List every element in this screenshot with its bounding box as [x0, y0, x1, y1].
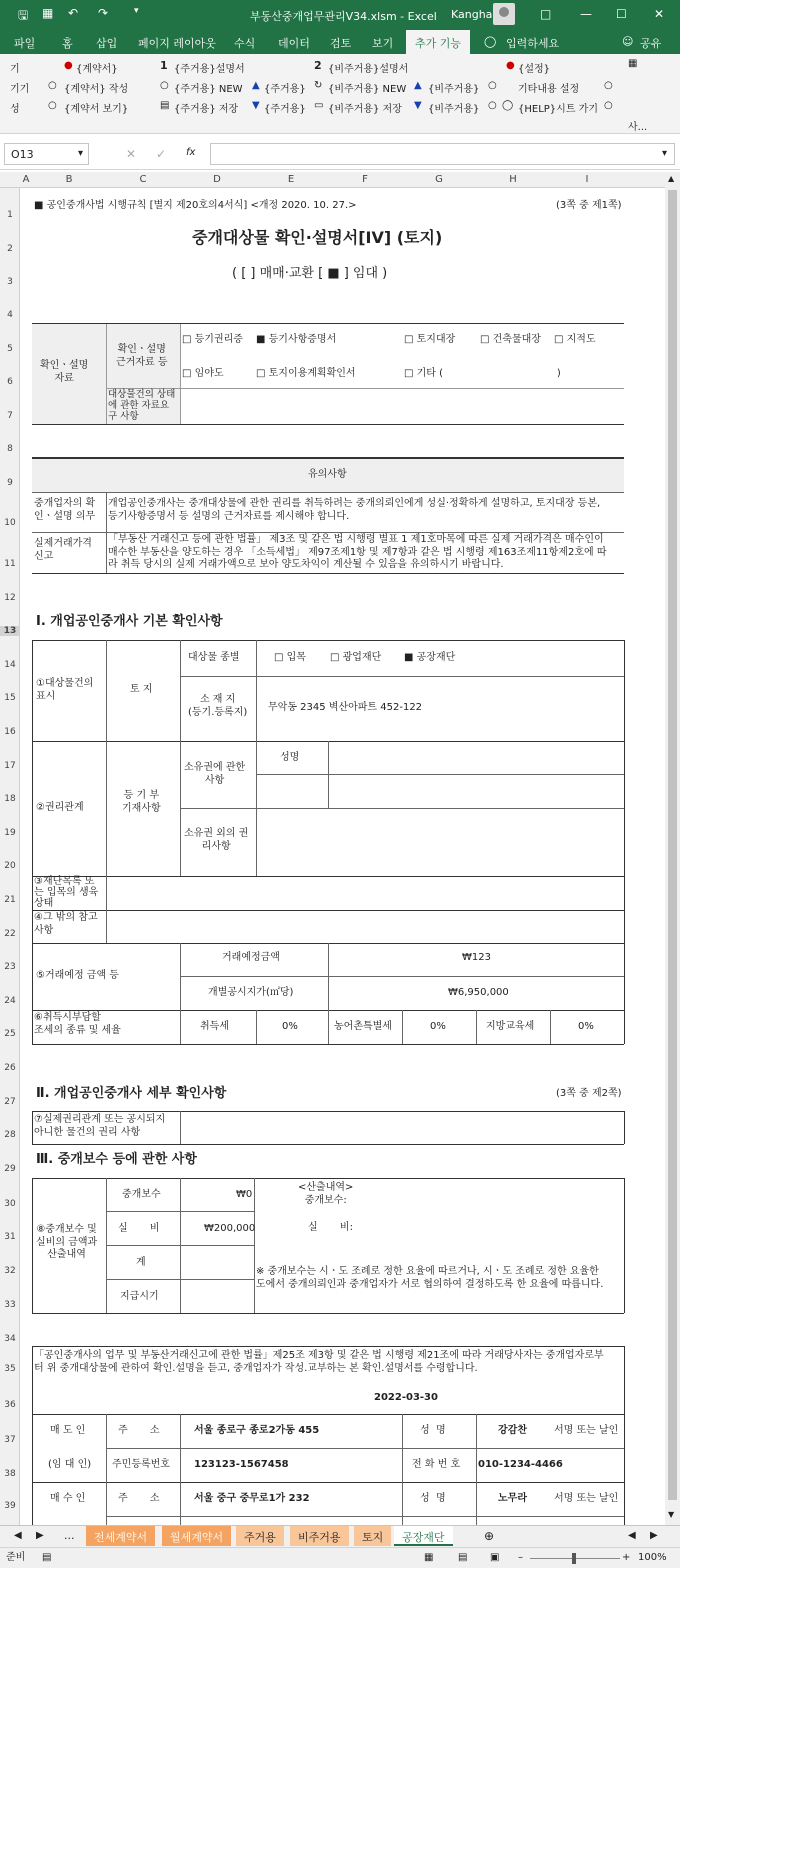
fee-value[interactable]: ₩0: [236, 1189, 253, 1200]
row-header[interactable]: 1: [7, 210, 13, 220]
seller-sign: 서명 또는 날인: [554, 1425, 619, 1436]
tax1-value[interactable]: 0%: [282, 1021, 298, 1032]
report-label: 실제거래가격 신고: [34, 538, 92, 562]
copy-icon[interactable]: ▭: [314, 100, 324, 111]
tax3-label: 지방교육세: [486, 1021, 535, 1032]
price-label: 거래예정금액: [222, 952, 280, 963]
fee-label: 중개보수: [122, 1189, 161, 1200]
ribbon-item[interactable]: 기기: [10, 84, 30, 95]
item7-label: ⑦실제권리관계 또는 공시되지 아니한 물건의 권리 사항: [34, 1114, 166, 1138]
row-header[interactable]: 28: [4, 1130, 16, 1140]
checkbox-factory-foundation[interactable]: ■ 공장재단: [404, 652, 456, 663]
row-header[interactable]: 8: [7, 444, 13, 454]
section-2-title: Ⅱ. 개업공인중개사 세부 확인사항: [36, 1086, 227, 1101]
window-title: 부동산중개업무관리V34.xlsm - Excel: [250, 10, 437, 23]
buyer-name[interactable]: 노무라: [498, 1493, 527, 1504]
page-break-view-icon[interactable]: ▣: [490, 1552, 500, 1563]
tab-data[interactable]: 데이터: [278, 37, 310, 50]
notice-title: 유의사항: [308, 469, 347, 480]
seller-rrn-label: 주민등록번호: [112, 1459, 170, 1470]
help-sheet-button[interactable]: {HELP}시트 가기: [518, 104, 598, 115]
page-indicator-2: (3쪽 중 제2쪽): [556, 1088, 622, 1099]
radio-icon[interactable]: ○: [488, 100, 497, 111]
checkbox-other[interactable]: □ 기타 (: [404, 368, 444, 379]
tell-me-input[interactable]: 입력하세요: [506, 37, 560, 50]
row-headers: [0, 188, 20, 1525]
group-number-2: 2: [314, 59, 322, 72]
zoom-in-icon[interactable]: +: [622, 1552, 631, 1563]
ribbon-group-more[interactable]: 사...: [628, 122, 648, 133]
sum-label: 계: [136, 1257, 146, 1268]
row-header[interactable]: 34: [4, 1334, 16, 1344]
print-preview-icon[interactable]: ▦: [42, 6, 54, 20]
item8-label: ⑧중개보수 및 실비의 금액과 산출내역: [36, 1224, 98, 1260]
group-number-1: 1: [160, 59, 168, 72]
state-label: 대상물건의 상태에 관한 자료요구 사항: [108, 389, 176, 422]
contract-icon: ●: [64, 60, 73, 71]
column-header[interactable]: D: [213, 174, 221, 185]
lightbulb-icon: ◯: [484, 35, 497, 48]
other-close-paren: ): [506, 368, 561, 379]
source-label: 확인ㆍ설명 근거자료 등: [116, 344, 168, 368]
column-header[interactable]: F: [362, 174, 368, 185]
tab-add-ins[interactable]: 추가 기능: [406, 30, 470, 54]
buyer-sign: 서명 또는 날인: [554, 1493, 619, 1504]
status-ready: 준비: [6, 1552, 26, 1563]
row-header[interactable]: 22: [4, 929, 16, 939]
tab-view[interactable]: 보기: [372, 37, 394, 50]
nonresidential-new-button[interactable]: {비주거용} NEW: [328, 84, 407, 95]
fee-note: ※ 중개보수는 시ㆍ도 조례로 정한 요율에 따르거나, 시ㆍ도 조례로 정한 요율한 도에서 중개의뢰인과 중개업자가 서로 협의하여 결정하도록 한 요율에 따릅니다.: [256, 1266, 604, 1290]
share-icon[interactable]: ☺: [622, 35, 634, 48]
kind-label: 대상물 종별: [188, 652, 240, 663]
tab-insert[interactable]: 삽입: [96, 37, 118, 50]
page-title: 중개대상물 확인·설명서[IV] (토지): [192, 228, 443, 247]
share-button[interactable]: 공유: [640, 37, 662, 50]
row-header[interactable]: 32: [4, 1266, 16, 1276]
row-header[interactable]: 33: [4, 1300, 16, 1310]
document-date[interactable]: 2022-03-30: [374, 1392, 438, 1403]
enter-icon[interactable]: ✓: [156, 147, 167, 161]
item2-label: ②권리관계: [36, 802, 84, 813]
page-indicator: (3쪽 중 제1쪽): [556, 200, 622, 211]
avatar[interactable]: [493, 3, 515, 25]
column-header[interactable]: A: [22, 174, 30, 185]
tab-formulas[interactable]: 수식: [234, 37, 256, 50]
grid-icon[interactable]: ▦: [628, 58, 638, 69]
lessor-label: (임 대 인): [48, 1459, 92, 1470]
row-header[interactable]: 27: [4, 1097, 16, 1107]
buyer-label: 매 수 인: [50, 1493, 86, 1504]
chevron-down-icon[interactable]: ▾: [662, 148, 668, 159]
tab-home[interactable]: 홈: [62, 37, 73, 50]
row-header[interactable]: 16: [4, 727, 16, 737]
ownership-label: 소유권에 관한 사항: [184, 762, 246, 786]
zoom-level[interactable]: 100%: [638, 1552, 667, 1563]
hscroll-right-icon[interactable]: ▶: [650, 1530, 658, 1541]
save-icon[interactable]: 🖫: [18, 8, 29, 22]
column-header[interactable]: I: [585, 174, 589, 185]
checkbox-cadastral-map[interactable]: □ 지적도: [554, 334, 596, 345]
owner-name-label: 성명: [280, 752, 300, 763]
item4-label: ④그 밖의 참고 사항: [34, 912, 98, 936]
title-bar: [0, 0, 680, 30]
buyer-name-label: 성 명: [420, 1493, 446, 1504]
row-header[interactable]: 2: [7, 244, 13, 254]
up-arrow-icon[interactable]: ▲: [414, 80, 422, 91]
seller-name[interactable]: 강감찬: [498, 1425, 527, 1436]
customize-qat-icon[interactable]: ▾: [134, 6, 139, 16]
column-headers: [0, 172, 680, 188]
name-box[interactable]: O13: [4, 143, 89, 165]
sheet-tab-jeonse[interactable]: 전세계약서: [86, 1526, 155, 1546]
row-header[interactable]: 30: [4, 1199, 16, 1209]
formula-input[interactable]: [210, 143, 675, 165]
tab-scroll-left-icon[interactable]: ◀: [14, 1530, 22, 1541]
nonresidential-save-button[interactable]: {비주거용} 저장: [328, 104, 402, 115]
ribbon: [0, 54, 680, 134]
row-header[interactable]: 9: [7, 478, 13, 488]
calculation-expense: 실 비:: [308, 1222, 353, 1233]
row-header[interactable]: 17: [4, 761, 16, 771]
nonresidential-group-label: {비주거용}설명서: [328, 64, 409, 75]
official-price-label: 개별공시지가(㎡당): [208, 987, 294, 998]
settings-icon: ●: [506, 60, 515, 71]
report-text: 「부동산 거래신고 등에 관한 법률」 제3조 및 같은 법 시행령 별표 1 제1호마목에 따른 실제 거래가격은 매수인이 매수한 부동산을 양도하는 경우 「소득세법」 제97조제1항 및 제7항과 같은 법 시행령 제163조제11항제2호에 따 라 취득 당시의 실제 거래가액으로 보아 양도차익이 계산될 수 있음을 유의하시기 바랍니다.: [108, 534, 607, 570]
payment-time-label: 지급시기: [120, 1291, 159, 1302]
undo-icon[interactable]: ↶: [68, 6, 79, 20]
vertical-scrollbar[interactable]: [665, 172, 680, 1525]
tab-review[interactable]: 검토: [330, 37, 352, 50]
checkbox-title-deed[interactable]: □ 등기권리증: [182, 334, 243, 345]
row-header[interactable]: 36: [4, 1400, 16, 1410]
tab-page-layout[interactable]: 페이지 레이아웃: [138, 37, 216, 50]
law-reference: ■ 공인중개사법 시행규칙 [별지 제20호의4서식] <개정 2020. 10. 27.>: [34, 200, 357, 211]
refresh-icon[interactable]: ↻: [314, 80, 323, 91]
sheet-tab-bar: [0, 1525, 680, 1547]
redo-icon[interactable]: ↷: [98, 6, 109, 20]
expense-value[interactable]: ₩200,000: [204, 1223, 256, 1234]
status-bar: [0, 1547, 680, 1568]
column-header[interactable]: G: [435, 174, 443, 185]
row-header[interactable]: 6: [7, 377, 13, 387]
scroll-down-icon[interactable]: ▼: [668, 1510, 675, 1519]
buyer-address[interactable]: 서울 중구 중무로1가 232: [194, 1493, 310, 1504]
residential-down-button[interactable]: {주거용}: [264, 104, 306, 115]
seller-rrn[interactable]: 123123-1567458: [194, 1459, 289, 1470]
row-header[interactable]: 3: [7, 277, 13, 287]
row-header[interactable]: 35: [4, 1364, 16, 1374]
worksheet[interactable]: [20, 188, 665, 1525]
row-header[interactable]: 10: [4, 518, 16, 528]
save-icon[interactable]: ▤: [160, 100, 170, 111]
ribbon-display-icon[interactable]: □: [540, 7, 552, 21]
zoom-out-icon[interactable]: –: [518, 1552, 523, 1563]
row-header[interactable]: 15: [4, 693, 16, 703]
radio-icon[interactable]: ○: [488, 80, 497, 91]
row-header[interactable]: 14: [4, 660, 16, 670]
comment-icon: ◯: [502, 100, 514, 111]
seller-tel[interactable]: 010-1234-4466: [478, 1459, 563, 1470]
official-price-value[interactable]: ₩6,950,000: [448, 987, 509, 998]
close-icon[interactable]: ✕: [654, 7, 665, 21]
tax2-value[interactable]: 0%: [430, 1021, 446, 1032]
formula-bar: [0, 140, 680, 170]
contract-group-label: {계약서}: [76, 64, 118, 75]
duty-text: 개업공인중개사는 중개대상물에 관한 권리를 취득하려는 중개의뢰인에게 성실·정확하게 설명하고, 토지대장 등본, 등기사항증명서 등 설명의 근거자료를 제시해야 합니다.: [108, 498, 601, 522]
scroll-thumb[interactable]: [668, 190, 677, 1500]
other-rights-label: 소유권 외의 권 리사항: [184, 828, 249, 852]
seller-address-label: 주 소: [118, 1425, 160, 1436]
item1-label: ①대상물건의 표시: [36, 678, 94, 702]
radio-icon[interactable]: ○: [48, 100, 57, 111]
row-header[interactable]: 26: [4, 1063, 16, 1073]
user-name[interactable]: Kangha: [451, 8, 493, 21]
checkbox-land-register[interactable]: □ 토지대장: [404, 334, 456, 345]
add-sheet-icon[interactable]: ⊕: [484, 1529, 495, 1543]
tax2-label: 농어촌특별세: [334, 1021, 392, 1032]
checkbox-mining-foundation[interactable]: □ 광업재단: [330, 652, 382, 663]
row-header[interactable]: 29: [4, 1164, 16, 1174]
row-header[interactable]: 31: [4, 1232, 16, 1242]
row-header[interactable]: 18: [4, 794, 16, 804]
nonresidential-up-button[interactable]: {비주거용}: [428, 84, 480, 95]
column-header[interactable]: B: [65, 174, 73, 185]
row-header[interactable]: 4: [7, 310, 13, 320]
row-header[interactable]: 21: [4, 895, 16, 905]
sheet-tab-wolse[interactable]: 월세계약서: [162, 1526, 231, 1546]
confirm-label: 확인ㆍ설명 자료: [40, 360, 89, 384]
row-header[interactable]: 12: [4, 593, 16, 603]
view-contract-button[interactable]: {계약서 보기}: [64, 104, 129, 115]
radio-icon[interactable]: ○: [604, 100, 613, 111]
radio-icon[interactable]: ○: [160, 80, 169, 91]
sheet-tab-factory[interactable]: 공장재단: [394, 1526, 453, 1546]
insert-function-icon[interactable]: fx: [186, 147, 196, 158]
item5-label: ⑤거래예정 금액 등: [36, 970, 119, 981]
item6-label: ⑥취득시부담할 조세의 종류 및 세율: [34, 1012, 121, 1036]
seller-name-label: 성 명: [420, 1425, 446, 1436]
section-3-title: Ⅲ. 중개보수 등에 관한 사항: [36, 1152, 197, 1167]
ribbon-item[interactable]: 기: [10, 64, 20, 75]
duty-label: 중개업자의 확인ㆍ설명 의무: [34, 498, 96, 522]
sheet-tab-residential[interactable]: 주거용: [236, 1526, 284, 1546]
address-value[interactable]: 무악동 2345 벽산아파트 452-122: [268, 702, 423, 713]
registry-label: 등 기 부 기재사항: [122, 790, 161, 814]
residential-up-button[interactable]: {주거용}: [264, 84, 306, 95]
zoom-slider-thumb[interactable]: [572, 1553, 576, 1564]
hscroll-left-icon[interactable]: ◀: [628, 1530, 636, 1541]
receipt-statement: 「공인중개사의 업무 및 부동산거래신고에 관한 법률」제25조 제3항 및 같은 법 시행령 제21조에 따라 거래당사자는 중개업자로부 터 위 중개대상물에 관하여 확인.설명을 듣고, 중개업자가 작성.교부하는 본 확인.설명서를 수령합니다.: [34, 1350, 604, 1374]
row-header[interactable]: 20: [4, 861, 16, 871]
row-header[interactable]: 38: [4, 1469, 16, 1479]
land-label: 토 지: [130, 684, 153, 695]
row-header[interactable]: 11: [4, 559, 16, 569]
row-header[interactable]: 25: [4, 1029, 16, 1039]
checkbox-building-register[interactable]: □ 건축물대장: [480, 334, 541, 345]
checkbox-standing-timber[interactable]: □ 입목: [274, 652, 306, 663]
scroll-up-icon[interactable]: ▲: [668, 174, 675, 183]
row-header-selected[interactable]: 13: [0, 626, 20, 636]
other-settings-button[interactable]: 기타내용 설정: [518, 84, 580, 95]
checkbox-registry[interactable]: ■ 등기사항증명서: [256, 334, 337, 345]
minimize-icon[interactable]: —: [580, 7, 592, 21]
up-arrow-icon[interactable]: ▲: [252, 80, 260, 91]
sheet-tab-land[interactable]: 토지: [354, 1526, 391, 1546]
row-header[interactable]: 39: [4, 1501, 16, 1511]
residential-new-button[interactable]: {주거용} NEW: [174, 84, 243, 95]
expense-label: 실 비: [118, 1223, 160, 1234]
radio-icon[interactable]: ○: [48, 80, 57, 91]
write-contract-button[interactable]: {계약서} 작성: [64, 84, 129, 95]
transaction-type: ( [ ] 매매·교환 [ ■ ] 임대 ): [232, 266, 388, 281]
row-header[interactable]: 19: [4, 828, 16, 838]
maximize-icon[interactable]: ☐: [616, 7, 627, 21]
cancel-icon[interactable]: ✕: [126, 147, 137, 161]
checkbox-land-use-plan[interactable]: □ 토지이용계획확인서: [256, 368, 356, 379]
page-layout-view-icon[interactable]: ▤: [458, 1552, 468, 1563]
calculation-detail: <산출내역> 중개보수:: [298, 1182, 354, 1206]
seller-label: 매 도 인: [50, 1425, 86, 1436]
tab-file[interactable]: 파일: [14, 37, 36, 50]
section-1-title: Ⅰ. 개업공인중개사 기본 확인사항: [36, 614, 223, 629]
residential-group-label: {주거용}설명서: [174, 64, 245, 75]
price-value[interactable]: ₩123: [462, 952, 491, 963]
column-header[interactable]: E: [287, 174, 295, 185]
nonresidential-down-button[interactable]: {비주거용}: [428, 104, 480, 115]
sheet-tab-more[interactable]: ...: [64, 1529, 75, 1542]
tab-scroll-right-icon[interactable]: ▶: [36, 1530, 44, 1541]
seller-tel-label: 전 화 번 호: [412, 1459, 461, 1470]
row-header[interactable]: 5: [7, 344, 13, 354]
column-header[interactable]: H: [509, 174, 517, 185]
ribbon-tab-bar: [0, 30, 680, 54]
down-arrow-icon[interactable]: ▼: [414, 100, 422, 111]
normal-view-icon[interactable]: ▦: [424, 1552, 434, 1563]
item3-label: ③재단목록 또 는 입목의 생육 상태: [34, 876, 99, 909]
column-header[interactable]: C: [139, 174, 147, 185]
row-header[interactable]: 7: [7, 411, 13, 421]
sheet-tab-nonresidential[interactable]: 비주거용: [290, 1526, 349, 1546]
buyer-address-label: 주 소: [118, 1493, 160, 1504]
chevron-down-icon[interactable]: ▾: [78, 148, 84, 159]
tax1-label: 취득세: [200, 1021, 229, 1032]
row-header[interactable]: 24: [4, 996, 16, 1006]
checkbox-forest-map[interactable]: □ 임야도: [182, 368, 224, 379]
settings-group-label: {설정}: [518, 64, 551, 75]
residential-save-button[interactable]: {주거용} 저장: [174, 104, 239, 115]
ribbon-item[interactable]: 성: [10, 104, 20, 115]
down-arrow-icon[interactable]: ▼: [252, 100, 260, 111]
seller-address[interactable]: 서울 종로구 종로2가동 455: [194, 1425, 320, 1436]
row-header[interactable]: 23: [4, 962, 16, 972]
tax3-value[interactable]: 0%: [578, 1021, 594, 1032]
macro-record-icon[interactable]: ▤: [42, 1552, 52, 1563]
address-label: 소 재 지 (등기.등록지): [188, 694, 248, 718]
row-header[interactable]: 37: [4, 1435, 16, 1445]
radio-icon[interactable]: ○: [604, 80, 613, 91]
